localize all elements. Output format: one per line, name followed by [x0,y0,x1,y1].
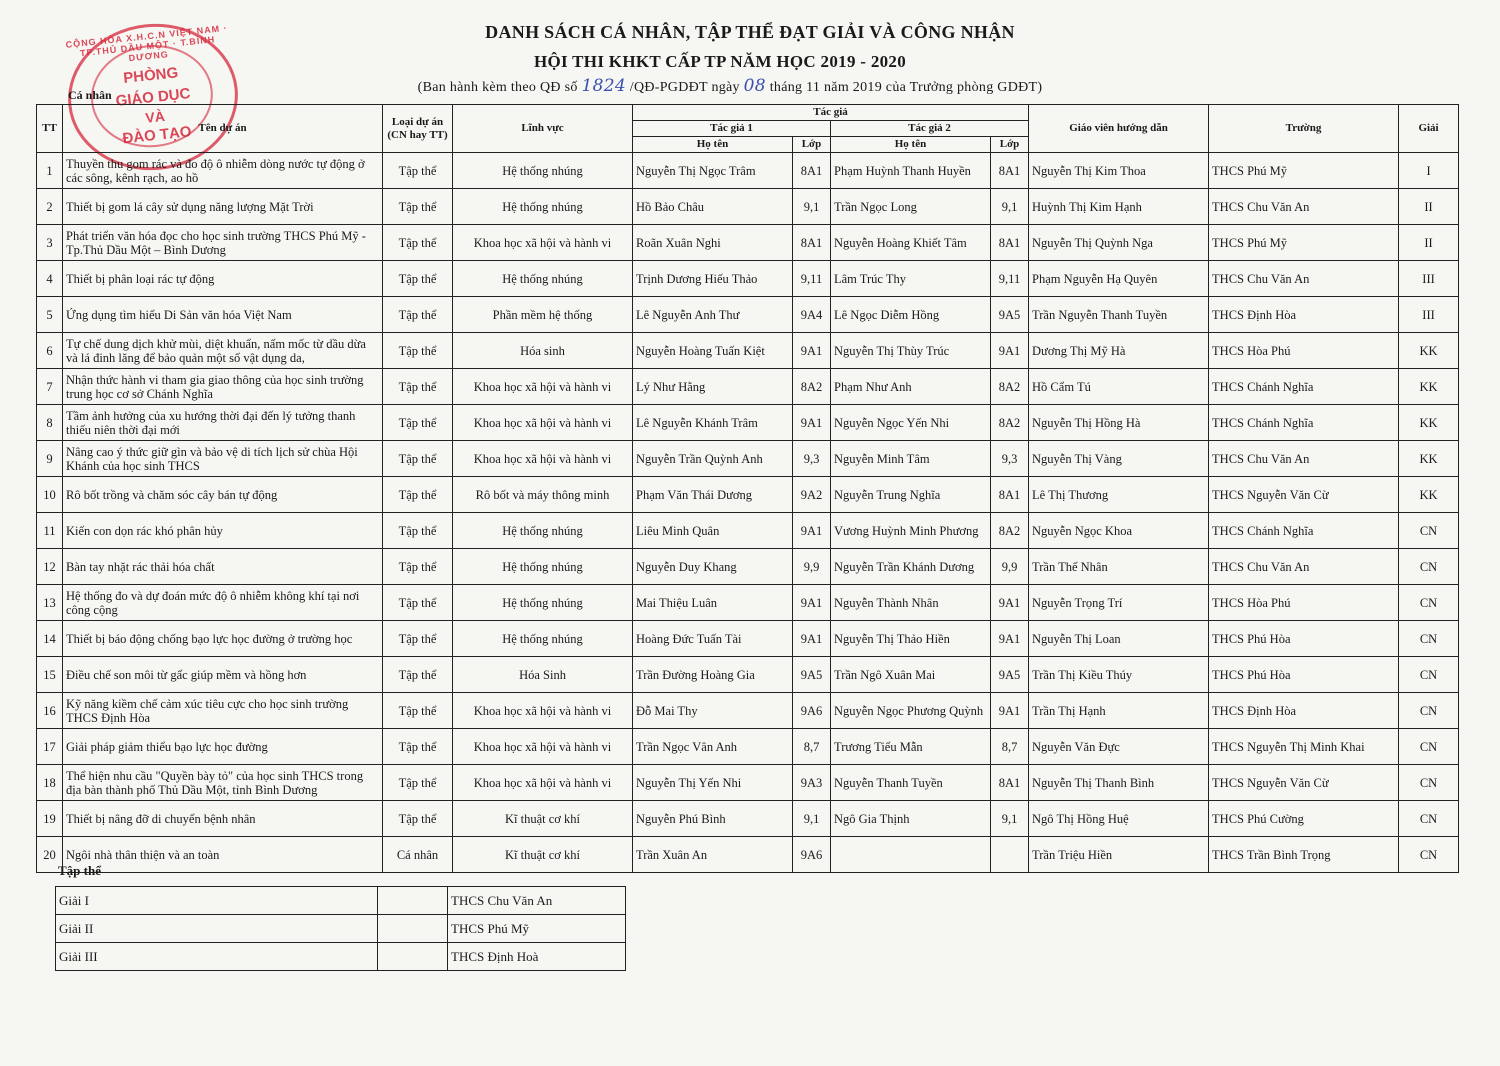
cell-author-1-name: Nguyễn Phú Bình [633,801,793,837]
cell-author-1-name: Đỗ Mai Thy [633,693,793,729]
header-author-1: Tác giả 1 [633,121,831,137]
table-row [37,261,1459,297]
cell-author-2-class: 8A1 [991,225,1029,261]
cell-author-1-name: Nguyễn Hoàng Tuấn Kiệt [633,333,793,369]
cell-author-2-name: Nguyễn Thành Nhân [831,585,991,621]
cell-teacher: Trần Thị Kiều Thúy [1029,657,1209,693]
cell-author-1-class: 8A2 [793,369,831,405]
cell-project: Thiết bị phân loại rác tự động [63,261,383,297]
cell-type: Tập thể [383,549,453,585]
cell-author-2-name: Ngô Gia Thịnh [831,801,991,837]
summary-row [56,915,626,943]
cell-field: Hệ thống nhúng [453,585,633,621]
cell-type: Tập thể [383,657,453,693]
cell-award: I [1399,153,1459,189]
cell-author-1-name: Nguyễn Thị Ngọc Trâm [633,153,793,189]
cell-award: III [1399,297,1459,333]
cell-project: Ứng dụng tìm hiểu Di Sản văn hóa Việt Nam [63,297,383,333]
cell-project: Nhận thức hành vi tham gia giao thông của học sinh trường trung học cơ sở Chánh Nghĩa [63,369,383,405]
cell-teacher: Nguyễn Thị Loan [1029,621,1209,657]
cell-author-1-class: 8A1 [793,153,831,189]
cell-author-2-name [831,837,991,873]
cell-author-2-class: 9,11 [991,261,1029,297]
cell-type: Tập thể [383,585,453,621]
table-row [37,441,1459,477]
stamp-line-4: ĐÀO TẠO [121,123,193,148]
table-row [37,225,1459,261]
cell-teacher: Nguyễn Thị Kim Thoa [1029,153,1209,189]
cell-author-2-class: 8A2 [991,369,1029,405]
cell-author-2-name: Lâm Trúc Thy [831,261,991,297]
cell-author-2-class: 8A1 [991,765,1029,801]
table-row [37,549,1459,585]
cell-award: CN [1399,837,1459,873]
header-author-1-name: Họ tên [633,137,793,153]
table-row [37,657,1459,693]
decision-prefix: (Ban hành kèm theo QĐ số [417,80,578,95]
cell-school: THCS Định Hòa [1209,297,1399,333]
table-row [37,189,1459,225]
document-subtitle: HỘI THI KHKT CẤP TP NĂM HỌC 2019 - 2020 [533,52,907,71]
header-author-2-class: Lớp [991,137,1029,153]
cell-teacher: Dương Thị Mỹ Hà [1029,333,1209,369]
summary-body [56,887,626,971]
section-label: Cá nhân [68,88,112,102]
cell-project: Tự chế dung dịch khử mùi, diệt khuẩn, nấm mốc từ dầu dừa và lá đinh lăng để bảo quản một số vật dụng da, [63,333,383,369]
header-author-1-class: Lớp [793,137,831,153]
decision-reference [0,76,1480,96]
cell-field: Hệ thống nhúng [453,549,633,585]
cell-author-1-class: 9,1 [793,801,831,837]
cell-type: Tập thể [383,621,453,657]
cell-author-2-name: Nguyễn Ngọc Yến Nhi [831,405,991,441]
cell-field: Kĩ thuật cơ khí [453,801,633,837]
cell-author-2-name: Nguyễn Ngọc Phương Quỳnh [831,693,991,729]
cell-author-1-class: 9A6 [793,693,831,729]
cell-tt: 1 [37,153,63,189]
cell-project: Thể hiện nhu cầu "Quyền bày tỏ" của học sinh THCS trong địa bàn thành phố Thủ Dầu Một, tỉnh Bình Dương [63,765,383,801]
cell-type: Tập thể [383,261,453,297]
cell-teacher: Nguyễn Văn Đực [1029,729,1209,765]
cell-project: Hệ thống đo và dự đoán mức độ ô nhiễm không khí tại nơi công cộng [63,585,383,621]
cell-tt: 3 [37,225,63,261]
table-row [37,765,1459,801]
cell-school: THCS Phú Hòa [1209,657,1399,693]
header-school: Trường [1209,105,1399,153]
header-author-2-name: Họ tên [831,137,991,153]
cell-author-1-name: Nguyễn Duy Khang [633,549,793,585]
cell-author-2-class: 9A5 [991,297,1029,333]
cell-author-1-name: Trần Xuân An [633,837,793,873]
cell-type: Tập thể [383,189,453,225]
cell-field: Hệ thống nhúng [453,189,633,225]
cell-teacher: Nguyễn Thị Thanh Bình [1029,765,1209,801]
cell-type: Tập thể [383,333,453,369]
cell-project: Nâng cao ý thức giữ gìn và bảo vệ di tích lịch sử chùa Hội Khánh của học sinh THCS [63,441,383,477]
cell-project: Kỹ năng kiềm chế cảm xúc tiêu cực cho học sinh trường THCS Định Hòa [63,693,383,729]
cell-author-1-class: 9A1 [793,405,831,441]
cell-field: Rô bốt và máy thông minh [453,477,633,513]
table-row [37,369,1459,405]
cell-award: CN [1399,729,1459,765]
cell-school: THCS Phú Hòa [1209,621,1399,657]
cell-award: KK [1399,405,1459,441]
cell-project: Thiết bị nâng đỡ di chuyển bệnh nhân [63,801,383,837]
cell-author-1-name: Mai Thiệu Luân [633,585,793,621]
cell-teacher: Phạm Nguyễn Hạ Quyên [1029,261,1209,297]
cell-project: Ngôi nhà thân thiện và an toàn [63,837,383,873]
cell-author-1-name: Hồ Bảo Châu [633,189,793,225]
cell-field: Khoa học xã hội và hành vi [453,369,633,405]
cell-type: Tập thể [383,729,453,765]
cell-author-1-class: 9,9 [793,549,831,585]
cell-award: CN [1399,549,1459,585]
cell-school: THCS Chánh Nghĩa [1209,405,1399,441]
cell-author-1-name: Lê Nguyễn Khánh Trâm [633,405,793,441]
cell-award: II [1399,189,1459,225]
summary-table [55,886,626,971]
cell-school: THCS Chu Văn An [1209,549,1399,585]
stamp-ring-text: CỘNG HÒA X.H.C.N VIỆT NAM · TP.THỦ DẦU MỘT · T.BÌNH DƯƠNG [65,22,229,64]
cell-field: Khoa học xã hội và hành vi [453,765,633,801]
cell-tt: 6 [37,333,63,369]
cell-author-1-name: Trịnh Dương Hiếu Thảo [633,261,793,297]
cell-author-2-class: 9,9 [991,549,1029,585]
table-row [37,837,1459,873]
cell-author-2-name: Trần Ngọc Long [831,189,991,225]
cell-author-2-class: 8A1 [991,153,1029,189]
cell-field: Hóa sinh [453,333,633,369]
cell-author-2-class: 9,3 [991,441,1029,477]
cell-author-1-class: 8A1 [793,225,831,261]
header-authors: Tác giả [633,105,1029,121]
cell-tt: 12 [37,549,63,585]
cell-tt: 10 [37,477,63,513]
summary-row [56,887,626,915]
cell-author-1-name: Trần Đường Hoàng Gia [633,657,793,693]
table-row [37,621,1459,657]
cell-author-2-class [991,837,1029,873]
header-teacher: Giáo viên hướng dẫn [1029,105,1209,153]
cell-school: THCS Hòa Phú [1209,585,1399,621]
cell-teacher: Lê Thị Thương [1029,477,1209,513]
cell-teacher: Nguyễn Thị Vàng [1029,441,1209,477]
cell-tt: 18 [37,765,63,801]
cell-teacher: Hồ Cẩm Tú [1029,369,1209,405]
cell-tt: 9 [37,441,63,477]
cell-type: Tập thể [383,405,453,441]
cell-school: THCS Hòa Phú [1209,333,1399,369]
cell-author-1-class: 8,7 [793,729,831,765]
cell-field: Hệ thống nhúng [453,513,633,549]
cell-author-2-name: Trương Tiểu Mẫn [831,729,991,765]
cell-author-1-class: 9A1 [793,333,831,369]
cell-author-1-name: Trần Ngọc Vân Anh [633,729,793,765]
summary-row [56,943,626,971]
decision-day: 08 [743,76,766,96]
cell-type: Tập thể [383,513,453,549]
cell-tt: 2 [37,189,63,225]
cell-teacher: Nguyễn Ngọc Khoa [1029,513,1209,549]
cell-type: Tập thể [383,297,453,333]
header-type: Loại dự án (CN hay TT) [383,105,453,153]
stamp-line-1: PHÒNG [122,64,179,87]
cell-tt: 13 [37,585,63,621]
cell-teacher: Huỳnh Thị Kim Hạnh [1029,189,1209,225]
cell-author-1-name: Liêu Minh Quân [633,513,793,549]
table-row [37,333,1459,369]
header-field: Lĩnh vực [453,105,633,153]
cell-award: CN [1399,585,1459,621]
cell-author-1-class: 9A1 [793,621,831,657]
decision-mid: /QĐ-PGDĐT ngày [629,80,740,95]
cell-teacher: Trần Thị Hạnh [1029,693,1209,729]
cell-school: THCS Nguyễn Thị Minh Khai [1209,729,1399,765]
cell-tt: 16 [37,693,63,729]
cell-award: CN [1399,693,1459,729]
summary-school: THCS Phú Mỹ [448,915,626,943]
cell-tt: 4 [37,261,63,297]
cell-author-2-class: 8,7 [991,729,1029,765]
cell-project: Rô bốt trồng và chăm sóc cây bán tự động [63,477,383,513]
cell-author-2-name: Nguyễn Trung Nghĩa [831,477,991,513]
cell-field: Hệ thống nhúng [453,621,633,657]
cell-author-1-class: 9A6 [793,837,831,873]
cell-author-2-name: Nguyễn Trần Khánh Dương [831,549,991,585]
cell-field: Khoa học xã hội và hành vi [453,405,633,441]
summary-award: Giải I [56,887,378,915]
table-body [37,153,1459,873]
cell-award: CN [1399,513,1459,549]
cell-author-2-class: 8A1 [991,477,1029,513]
cell-field: Khoa học xã hội và hành vi [453,225,633,261]
cell-school: THCS Phú Mỹ [1209,225,1399,261]
summary-school: THCS Chu Văn An [448,887,626,915]
table-row [37,405,1459,441]
cell-type: Tập thể [383,765,453,801]
cell-author-2-name: Phạm Như Anh [831,369,991,405]
cell-project: Thiết bị gom lá cây sử dụng năng lượng Mặt Trời [63,189,383,225]
cell-author-1-name: Lê Nguyễn Anh Thư [633,297,793,333]
cell-author-1-class: 9A3 [793,765,831,801]
stamp-line-2: GIÁO DỤC [114,85,192,110]
cell-tt: 7 [37,369,63,405]
cell-school: THCS Chánh Nghĩa [1209,513,1399,549]
table-row [37,585,1459,621]
cell-school: THCS Chu Văn An [1209,189,1399,225]
cell-author-2-name: Nguyễn Hoàng Khiết Tâm [831,225,991,261]
cell-author-2-name: Nguyễn Thị Thảo Hiền [831,621,991,657]
table-header [37,105,1459,153]
cell-award: II [1399,225,1459,261]
cell-author-2-class: 9A1 [991,333,1029,369]
cell-teacher: Nguyễn Thị Quỳnh Nga [1029,225,1209,261]
cell-school: THCS Định Hòa [1209,693,1399,729]
cell-author-2-class: 8A2 [991,513,1029,549]
cell-project: Bàn tay nhặt rác thải hóa chất [63,549,383,585]
cell-tt: 5 [37,297,63,333]
cell-author-1-class: 9,3 [793,441,831,477]
summary-empty [378,915,448,943]
cell-field: Kĩ thuật cơ khí [453,837,633,873]
header-author-2: Tác giả 2 [831,121,1029,137]
cell-teacher: Ngô Thị Hồng Huệ [1029,801,1209,837]
cell-author-1-class: 9,1 [793,189,831,225]
cell-author-1-class: 9A1 [793,513,831,549]
cell-author-2-class: 9,1 [991,801,1029,837]
cell-tt: 17 [37,729,63,765]
cell-award: III [1399,261,1459,297]
header-award: Giải [1399,105,1459,153]
document-title: DANH SÁCH CÁ NHÂN, TẬP THỂ ĐẠT GIẢI VÀ CÔNG NHẬN [485,22,1015,42]
cell-author-2-name: Lê Ngọc Diễm Hồng [831,297,991,333]
cell-project: Thiết bị báo động chống bạo lực học đường ở trường học [63,621,383,657]
cell-type: Tập thể [383,801,453,837]
cell-award: KK [1399,333,1459,369]
cell-author-2-class: 8A2 [991,405,1029,441]
cell-school: THCS Trần Bình Trọng [1209,837,1399,873]
cell-school: THCS Chu Văn An [1209,441,1399,477]
cell-author-1-name: Hoàng Đức Tuấn Tài [633,621,793,657]
summary-label: Tập thể [58,863,101,878]
cell-school: THCS Phú Cường [1209,801,1399,837]
cell-author-1-class: 9A5 [793,657,831,693]
cell-project: Điều chế son môi từ gấc giúp mềm và hồng hơn [63,657,383,693]
cell-field: Khoa học xã hội và hành vi [453,729,633,765]
cell-school: THCS Chánh Nghĩa [1209,369,1399,405]
cell-author-1-name: Lý Như Hằng [633,369,793,405]
cell-type: Tập thể [383,369,453,405]
cell-teacher: Trần Triệu Hiền [1029,837,1209,873]
cell-author-1-class: 9A1 [793,585,831,621]
summary-empty [378,887,448,915]
cell-author-2-name: Nguyễn Thị Thùy Trúc [831,333,991,369]
cell-author-1-class: 9A4 [793,297,831,333]
table-row [37,477,1459,513]
cell-type: Cá nhân [383,837,453,873]
table-row [37,693,1459,729]
cell-field: Khoa học xã hội và hành vi [453,693,633,729]
cell-award: CN [1399,765,1459,801]
cell-type: Tập thể [383,153,453,189]
cell-author-2-name: Nguyễn Minh Tâm [831,441,991,477]
table-row [37,153,1459,189]
cell-tt: 11 [37,513,63,549]
cell-author-2-name: Phạm Huỳnh Thanh Huyền [831,153,991,189]
cell-author-2-class: 9A1 [991,585,1029,621]
cell-author-1-name: Nguyễn Thị Yến Nhi [633,765,793,801]
cell-author-1-class: 9,11 [793,261,831,297]
cell-author-1-name: Phạm Văn Thái Dương [633,477,793,513]
cell-author-2-class: 9A1 [991,693,1029,729]
cell-tt: 15 [37,657,63,693]
cell-type: Tập thể [383,693,453,729]
cell-tt: 20 [37,837,63,873]
cell-project: Kiến con dọn rác khó phân hủy [63,513,383,549]
summary-award: Giải II [56,915,378,943]
cell-field: Hệ thống nhúng [453,261,633,297]
cell-author-2-name: Trần Ngô Xuân Mai [831,657,991,693]
table-row [37,513,1459,549]
cell-type: Tập thể [383,441,453,477]
cell-teacher: Trần Nguyễn Thanh Tuyền [1029,297,1209,333]
cell-author-1-name: Nguyễn Trần Quỳnh Anh [633,441,793,477]
cell-school: THCS Nguyễn Văn Cừ [1209,477,1399,513]
cell-project: Thuyền thu gom rác và đo độ ô nhiễm dòng nước tự động ở các sông, kênh rạch, ao hồ [63,153,383,189]
cell-award: KK [1399,477,1459,513]
cell-teacher: Nguyễn Trọng Trí [1029,585,1209,621]
cell-award: KK [1399,369,1459,405]
summary-award: Giải III [56,943,378,971]
cell-author-2-class: 9A1 [991,621,1029,657]
summary-empty [378,943,448,971]
cell-award: CN [1399,657,1459,693]
decision-suffix: tháng 11 năm 2019 của Trưởng phòng GDĐT) [769,80,1043,95]
cell-author-1-class: 9A2 [793,477,831,513]
cell-field: Hệ thống nhúng [453,153,633,189]
cell-school: THCS Nguyễn Văn Cừ [1209,765,1399,801]
cell-teacher: Nguyễn Thị Hồng Hà [1029,405,1209,441]
cell-author-2-name: Nguyễn Thanh Tuyền [831,765,991,801]
cell-tt: 19 [37,801,63,837]
table-row [37,729,1459,765]
cell-type: Tập thể [383,477,453,513]
cell-author-1-name: Roãn Xuân Nghi [633,225,793,261]
decision-number: 1824 [581,76,626,96]
stamp-line-3: VÀ [144,107,166,126]
cell-project: Giải pháp giảm thiểu bạo lực học đường [63,729,383,765]
header-tt: TT [37,105,63,153]
cell-tt: 14 [37,621,63,657]
cell-field: Hóa Sinh [453,657,633,693]
cell-award: KK [1399,441,1459,477]
cell-field: Phần mềm hệ thống [453,297,633,333]
cell-author-2-class: 9A5 [991,657,1029,693]
cell-award: CN [1399,801,1459,837]
cell-field: Khoa học xã hội và hành vi [453,441,633,477]
table-row [37,801,1459,837]
summary-school: THCS Định Hoà [448,943,626,971]
cell-author-2-name: Vương Huỳnh Minh Phương [831,513,991,549]
cell-school: THCS Phú Mỹ [1209,153,1399,189]
cell-tt: 8 [37,405,63,441]
cell-type: Tập thể [383,225,453,261]
awards-table [36,104,1459,873]
cell-teacher: Trần Thế Nhân [1029,549,1209,585]
table-row [37,297,1459,333]
cell-project: Tầm ảnh hưởng của xu hướng thời đại đến lý tưởng thanh thiếu niên thời đại mới [63,405,383,441]
cell-school: THCS Chu Văn An [1209,261,1399,297]
cell-project: Phát triển văn hóa đọc cho học sinh trường THCS Phú Mỹ - Tp.Thủ Dầu Một – Bình Dương [63,225,383,261]
cell-award: CN [1399,621,1459,657]
cell-author-2-class: 9,1 [991,189,1029,225]
header-project: Tên dự án [63,105,383,153]
